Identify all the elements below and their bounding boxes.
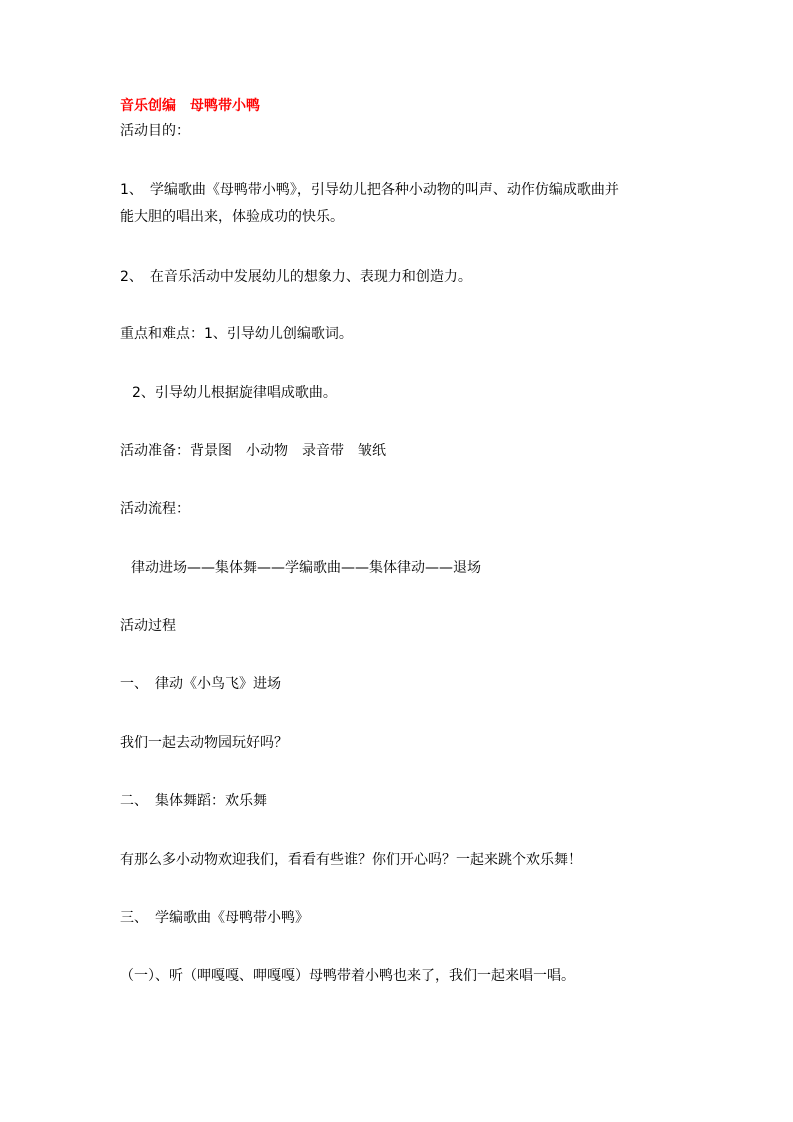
process-step-2-text: 有那么多小动物欢迎我们，看看有些谁？你们开心吗？一起来跳个欢乐舞！	[120, 852, 582, 868]
activity-preparation: 活动准备：背景图 小动物 录音带 皱纸	[120, 443, 386, 459]
process-step-1-heading: 一、 律动《小鸟飞》进场	[120, 676, 281, 692]
section-objectives-heading: 活动目的：	[120, 123, 190, 139]
activity-flow: 律动进场——集体舞——学编歌曲——集体律动——退场	[131, 560, 481, 576]
activity-flow-heading: 活动流程：	[120, 501, 190, 517]
process-step-3-heading: 三、 学编歌曲《母鸭带小鸭》	[120, 910, 309, 926]
process-step-3-text: （一）、听（呷嘎嘎、呷嘎嘎）母鸭带着小鸭也来了，我们一起来唱一唱。	[120, 968, 575, 984]
process-step-2-heading: 二、 集体舞蹈：欢乐舞	[120, 793, 267, 809]
objective-2: 2、 在音乐活动中发展幼儿的想象力、表现力和创造力。	[120, 269, 472, 285]
objective-1-line-1: 1、 学编歌曲《母鸭带小鸭》，引导幼儿把各种小动物的叫声、动作仿编成歌曲并	[120, 182, 619, 198]
key-points-1: 重点和难点：1、引导幼儿创编歌词。	[120, 326, 353, 342]
activity-process-heading: 活动过程	[120, 618, 176, 634]
objective-1-line-2: 能大胆的唱出来，体验成功的快乐。	[120, 209, 344, 225]
document-title: 音乐创编 母鸭带小鸭	[120, 98, 260, 114]
process-step-1-text: 我们一起去动物园玩好吗？	[120, 735, 288, 751]
key-points-2: 2、引导幼儿根据旋律唱成歌曲。	[132, 385, 337, 401]
